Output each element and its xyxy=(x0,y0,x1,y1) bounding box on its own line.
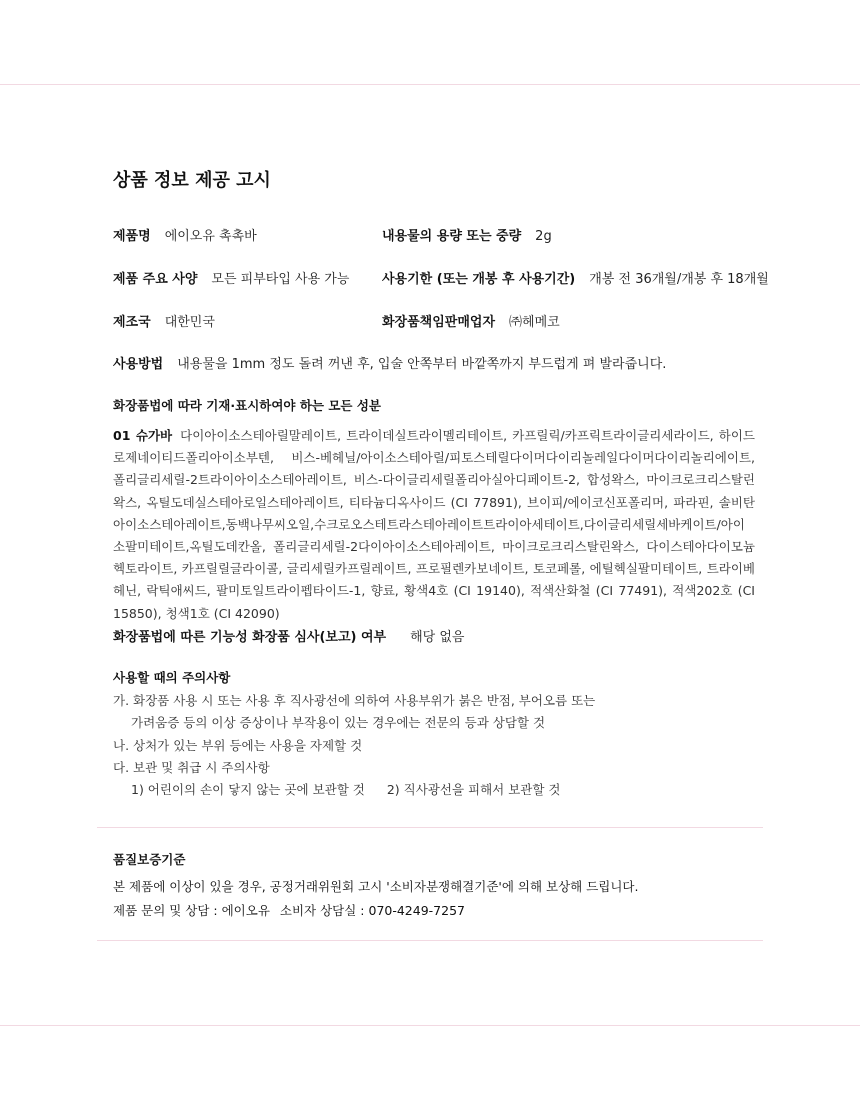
product-name-row xyxy=(113,225,257,244)
specs-label: 제품 주요 사양 xyxy=(113,272,198,287)
usage-row xyxy=(113,353,666,372)
expiry-row xyxy=(382,268,769,287)
ingredients-product-label: 01 슈가바 xyxy=(113,428,173,443)
origin-row xyxy=(113,311,215,330)
caution-item-c: 다. 보관 및 취급 시 주의사항 xyxy=(113,759,270,775)
product-name-label: 제품명 xyxy=(113,229,151,244)
functional-row xyxy=(113,626,465,645)
origin-label: 제조국 xyxy=(113,315,151,330)
top-divider xyxy=(0,84,860,85)
caution-list xyxy=(113,690,595,801)
quality-statement: 본 제품에 이상이 있을 경우, 공정거래위원회 고시 '소비자분쟁해결기준'에 의해 보상해 드립니다. xyxy=(113,879,639,894)
page-title: 상품 정보 제공 고시 xyxy=(113,170,271,191)
functional-value: 해당 없음 xyxy=(410,630,465,645)
caution-item-a-cont: 가려움증 등의 이상 증상이나 부작용이 있는 경우에는 전문의 등과 상담할 것 xyxy=(131,715,546,731)
expiry-label: 사용기한 (또는 개봉 후 사용기간) xyxy=(382,272,576,287)
ingredients-text: 다이아이소스테아릴말레이트, 트라이데실트라이멜리테이트, 카프릴릭/카프릭트라이글리세라이드, 하이드로제네이티드폴리아이소부텐, 비스-베헤닐/아이소스테아릴/피토스테릴다이머다이리놀레일다이머다이리놀리에이트, 폴리글리세릴-2트라이아이소스테아레이트, 비스-다이글리세릴폴리아실아디페이트-2, 합성왁스, 마이크로크리스탈린왁스, 옥틸도데실스테아로일스테아레이트, 티타늄디옥사이드 (CI 77891), 브이피/에이코신포폴리머, 파라핀, 솔비탄아이소스테아레이트,동백나무씨오일,수크로오스테트라스테아레이트트라이아세테이트,다이글리세릴세바케이트/아이소팔미테이트,옥틸도데칸올, 폴리글리세릴-2다이아이소스테아레이트, 마이크로크리스탈린왁스, 다이스테아다이모늄헥토라이트, 카프릴릴글라이콜, 글리세릴카프릴레이트, 프로필렌카보네이트, 토코페롤, 에틸헥실팔미테이트, 트라이베헤닌, 락틱애씨드, 팔미토일트라이펩타이드-1, 향료, 황색4호 (CI 19140), 적색산화철 (CI 77491), 적색202호 (CI 15850), 청색1호 (CI 42090) xyxy=(113,428,755,621)
quality-top-divider xyxy=(97,827,763,828)
ingredients-heading: 화장품법에 따라 기재·표시하여야 하는 모든 성분 xyxy=(113,398,382,413)
seller-value: ㈜헤메코 xyxy=(509,315,560,330)
ingredients-list xyxy=(113,425,755,625)
origin-value: 대한민국 xyxy=(164,315,215,330)
volume-value: 2g xyxy=(535,229,552,244)
inquiry-text: 제품 문의 및 상담 : 에이오유 xyxy=(113,903,270,918)
caution-heading: 사용할 때의 주의사항 xyxy=(113,670,231,685)
caution-item-a: 가. 화장품 사용 시 또는 사용 후 직사광선에 의하여 사용부위가 붉은 반점, 부어오름 또는 xyxy=(113,693,596,708)
caution-item-c-2: 2) 직사광선을 피해서 보관할 것 xyxy=(386,782,561,798)
caution-item-c-subitems xyxy=(113,779,595,801)
quality-contact xyxy=(113,903,638,919)
functional-label: 화장품법에 따른 기능성 화장품 심사(보고) 여부 xyxy=(113,630,387,645)
specs-row xyxy=(113,268,349,287)
volume-label: 내용물의 용량 또는 중량 xyxy=(382,229,522,244)
caution-item-b: 나. 상처가 있는 부위 등에는 사용을 자제할 것 xyxy=(113,737,363,753)
volume-row xyxy=(382,225,552,244)
seller-row xyxy=(382,311,560,330)
expiry-value: 개봉 전 36개월/개봉 후 18개월 xyxy=(589,272,769,287)
product-name-value: 에이오유 촉촉바 xyxy=(164,229,257,244)
usage-label: 사용방법 xyxy=(113,357,164,372)
usage-value: 내용물을 1mm 정도 돌려 꺼낸 후, 입술 안쪽부터 바깥쪽까지 부드럽게 펴 발라줍니다. xyxy=(177,357,667,372)
quality-section xyxy=(113,850,638,919)
quality-bottom-divider xyxy=(97,940,763,941)
caution-item-c-1: 1) 어린이의 손이 닿지 않는 곳에 보관할 것 xyxy=(131,782,365,798)
bottom-divider xyxy=(0,1025,860,1026)
specs-value: 모든 피부타입 사용 가능 xyxy=(211,272,350,287)
quality-heading: 품질보증기준 xyxy=(113,852,186,867)
seller-label: 화장품책임판매업자 xyxy=(382,315,496,330)
consumer-center-text: 소비자 상담실 : 070-4249-7257 xyxy=(279,903,465,918)
